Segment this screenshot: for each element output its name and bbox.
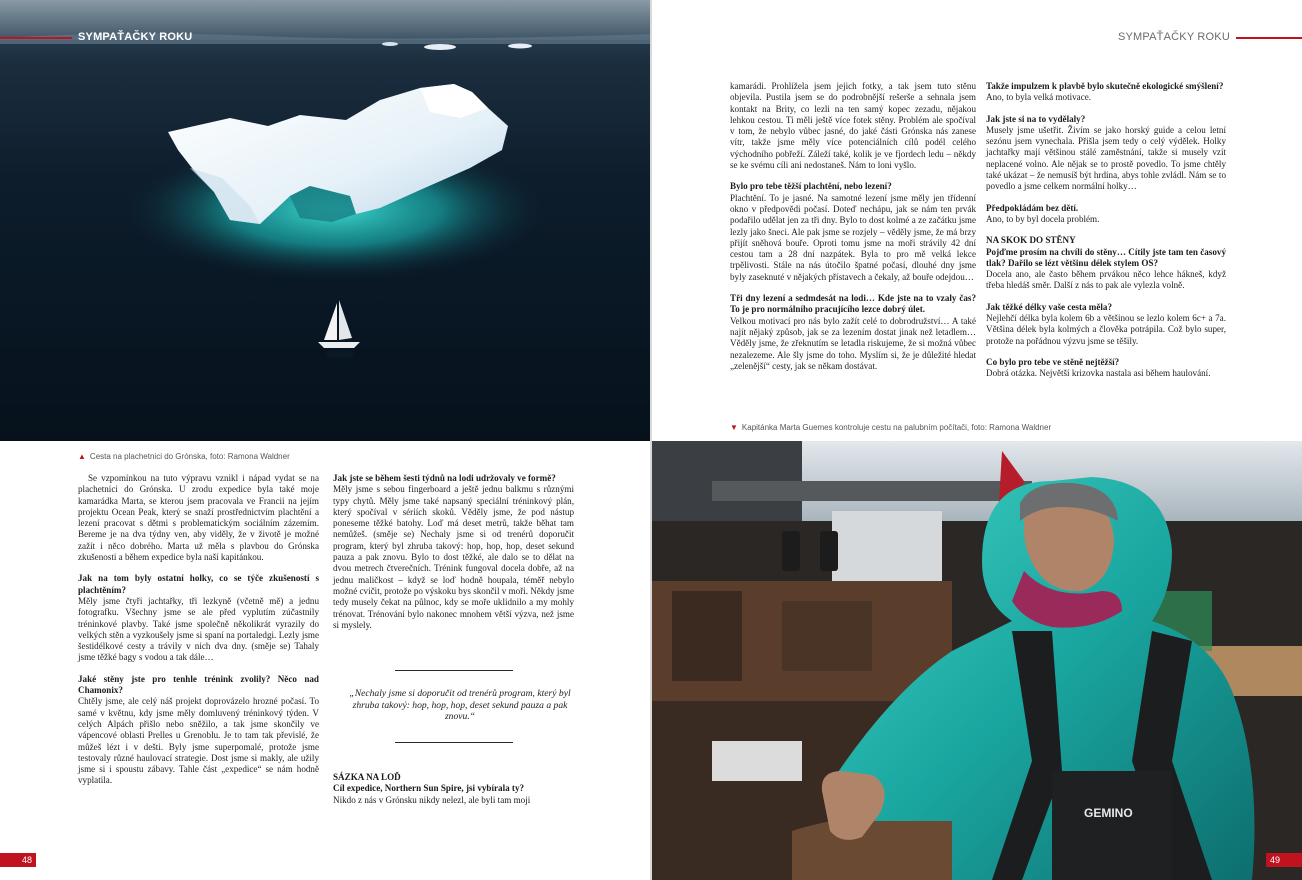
paragraph: Docela ano, ale často během prvákou něco lehce hákneš, když třeba hledáš směr. Další z nás to pak ale vylezla volně. — [986, 269, 1226, 291]
article-column-4 — [986, 81, 1226, 380]
paragraph: Musely jsme ušetřit. Živím se jako horský guide a celou letní sezónu jsem vynechala. Přišla jsem tedy o celý výdělek. Holky jachtařky mají většinou stálé zaměstnání, takže si musely vzít neplacené volno. Ale nějak se to prostě povedlo. To jsme chtěly také ukázat – že nemusíš být hrdina, abys tohle zvládl. Nám se to povedlo a jsme celkem normální holky… — [986, 124, 1226, 192]
section-heading: NA SKOK DO STĚNY — [986, 235, 1076, 246]
triangle-up-icon: ▲ — [78, 452, 86, 461]
section-heading: SÁZKA NA LOĎ — [333, 772, 401, 782]
interview-question: Předpokládám bez dětí. — [986, 202, 1079, 213]
article-column-2 — [333, 473, 574, 631]
interview-question: Jaké stěny jste pro tenhle trénink zvolily? Něco nad Chamonix? — [78, 673, 319, 696]
iceberg-photo — [0, 0, 650, 441]
paragraph: Měly jsme čtyři jachtařky, tři lezkyně (včetně mě) a jednu fotografku. Všechny jsme se ale před vyplutím zúčastnily tréninkové plavby. Také jsme společně několikrát vyrazily do velkých stěn a vyzkoušely jsme si spaní na portaledgi. Lezly jsme šestidélkové cesty a trávily v nich dva dny. (směje se) Tahaly jsme těžké bagy s vodou a tak dále… — [78, 595, 319, 663]
paragraph: Ano, to by byl docela problém. — [986, 213, 1100, 224]
paragraph: Nikdo z nás v Grónsku nikdy nelezl, ale byli tam moji — [333, 794, 531, 805]
paragraph: kamarádi. Prohlížela jsem jejich fotky, a tak jsem tuto stěnu objevila. Pustila jsem se do podrobnější rešerše a sehnala jsem kontakt na Brity, co lezli na ten samý kopec zezadu, nějakou lehkou cestou. Ti měli ještě více fotek stěny. Problém ale spočíval v tom, že nebylo vůbec jasné, do jaké části Grónska nás zanese vítr, takže jsme měly více potenciálních cílů podél celého východního pobřeží. Záleží také, kolik je ve fjordech ledu – někdy se ke svému cíli ani nedostaneš. Nám to loni vyšlo. — [730, 81, 976, 171]
interview-question: Jak na tom byly ostatní holky, co se týče zkušeností s plachtěním? — [78, 573, 319, 595]
right-page — [652, 0, 1302, 880]
paragraph: Chtěly jsme, ale celý náš projekt doprovázelo hrozné počasí. To samé v květnu, kdy jsme měly domluvený tréninkový týden. V celých Alpách přišlo nebo sněžilo, a tak jsme skončily ve vápencové oblasti Prelles u Grenoblu. Je to tam tak převislé, že můžeš lézt i v dešti. Byly jsme superpomalé, protože jsme testovaly různé haulovací strategie. Dost jsme si makly, ale užily jsme si i spoustu zábavy. Tahle část „expedice“ se nám hodně vyplatila. — [78, 696, 319, 786]
page-number-right: 49 — [1266, 853, 1302, 867]
sailboat — [318, 300, 360, 358]
iceberg-illustration — [0, 0, 650, 441]
interview-question: Cíl expedice, Northern Sun Spire, jsi vybírala ty? — [333, 783, 525, 794]
photo-caption-right: ▼ Kapitánka Marta Guemes kontroluje cestu na palubním počítači, foto: Ramona Waldner — [730, 423, 1052, 432]
section-rule-left — [0, 37, 72, 39]
photo-caption-left: ▲ Cesta na plachetnici do Grónska, foto: Ramona Waldner — [78, 452, 290, 461]
paragraph: Dobrá otázka. Největší krizovka nastala asi během haulování. — [986, 368, 1211, 379]
interview-question: Tři dny lezení a sedmdesát na lodi… Kde jste na to vzaly čas? To je pro normálního pracujícího lezce dobrý úlet. — [730, 293, 976, 315]
section-sazka-na-lod — [333, 772, 574, 806]
pullquote: „Nechaly jsme si doporučit od trenérů program, který byl zhruba takový: hop, hop, hop, deset sekund pauza a pak znovu.“ — [349, 688, 571, 723]
interview-question: Jak jste se během šesti týdnů na lodi udržovaly ve formě? — [333, 473, 556, 483]
article-column-3 — [730, 81, 976, 372]
interview-question: Jak jste si na to vydělaly? — [986, 113, 1086, 124]
paragraph: Plachtění. To je jasné. Na samotné lezení jsme měly jen třídenní okno v předpovědi počasí. Doteď nechápu, jak se nám ten prvák podařilo udělat jen za tři dny. Bylo to dost kolmé a ze začátku jsme lezly jako šneci. Ale pak jsme se rozjely – věděly jsme, že má brzy přijít sněhová bouře. Oproti tomu jsme na moři strávily 42 dní cestou tam a 28 dní nazpátek. Byla to pro mě velká lekce trpělivosti. Stále na nás útočilo špatné počasí, dlouhé dny jsme byly zaseknuté v nějakých přístavech a čekaly, až bouře odejdou… — [730, 192, 976, 282]
section-label-right: SYMPAŤAČKY ROKU — [1117, 31, 1230, 43]
section-rule-right — [1236, 37, 1302, 39]
left-page — [0, 0, 650, 880]
section-label-left: SYMPAŤAČKY ROKU — [78, 31, 193, 43]
captain-photo — [652, 441, 1302, 880]
paragraph: Velkou motivací pro nás bylo zažít celé to dobrodružství… A také najít nějaký způsob, jak se za lezením dostat jinak než letadlem… Věděly jsme, že zřeknutím se letadla riskujeme, že si možná vůbec nezalezeme. Ale šly jsme do toho. Myslím si, že je důležité hledat „zelenější“ cesty, jak se někam dostávat. — [730, 315, 976, 371]
triangle-down-icon: ▼ — [730, 423, 738, 432]
interview-question: Takže impulzem k plavbě bylo skutečně ekologické smýšlení? — [986, 81, 1224, 91]
pullquote-rule-top — [395, 670, 513, 671]
pullquote-rule-bottom — [395, 742, 513, 743]
paragraph: Se vzpomínkou na tuto výpravu vznikl i nápad vydat se na plachetnici do Grónska. U zrodu expedice byla také moje kamarádka Marta, se kterou jsem pracovala ve Francii na jejím projektu Ocean Peak, který se snaží prostřednictvím plachtění a lezení pracovat s dětmi s problematickým sociálním zázemím. Bereme je na dva týdny ven, aby viděly, že v životě je možné zažít i něco dobrého. Marta už měla s plavbou do Grónska zkušenosti a během expedice byla naší kapitánkou. — [78, 473, 319, 563]
page-number-left: 48 — [0, 853, 36, 867]
paragraph: Nejlehčí délka byla kolem 6b a většinou se lezlo kolem 6c+ a 7a. Většina délek byla kolmých a člověka potrápila. Což bylo super, protože na pořádnou výzvu jsme se těšily. — [986, 313, 1226, 346]
article-column-1 — [78, 473, 319, 787]
interview-question: Pojďme prosím na chvíli do stěny… Cítily jste tam ten časový tlak? Dařilo se lézt většinu délek stylem OS? — [986, 246, 1226, 268]
interview-question: Bylo pro tebe těžší plachtění, nebo lezení? — [730, 181, 892, 192]
paragraph: Měly jsme s sebou fingerboard a ještě jednu balkmu s různými typy chytů. Měly jsme také napsaný speciální tréninkový plán, který spočíval v sériích skoků. Věděly jsme, že pod nástup poneseme těžké batohy. Loď má deset metrů, takže běhat tam nemůžeš. (směje se) Nechaly jsme si od trenérů doporučit program, který byl zhruba takový: hop, hop, hop, deset sekund pauza a pak znovu. Bylo to dost těžké, ale dalo se to dělat na dvou metrech čtverečních. Trénink fungoval docela dobře, až na jednu maličkost – když se loď hodně houpala, téměř nebylo možné cvičit, protože po výskoku bys skončil v moři. Někdy jsme tedy musely čekat na půlnoc, kdy se moře uklidnilo a my mohly trénovat. Trénování bylo nakonec mnohem větší výzva, než jsme si myslely. — [333, 484, 574, 630]
interview-question: Co bylo pro tebe ve stěně nejtěžší? — [986, 356, 1120, 367]
paragraph: Ano, to byla velká motivace. — [986, 92, 1092, 103]
jacket-brand-label: GEMINO — [1084, 806, 1133, 820]
captain-illustration — [652, 441, 1302, 880]
interview-question: Jak těžké délky vaše cesta měla? — [986, 301, 1113, 312]
